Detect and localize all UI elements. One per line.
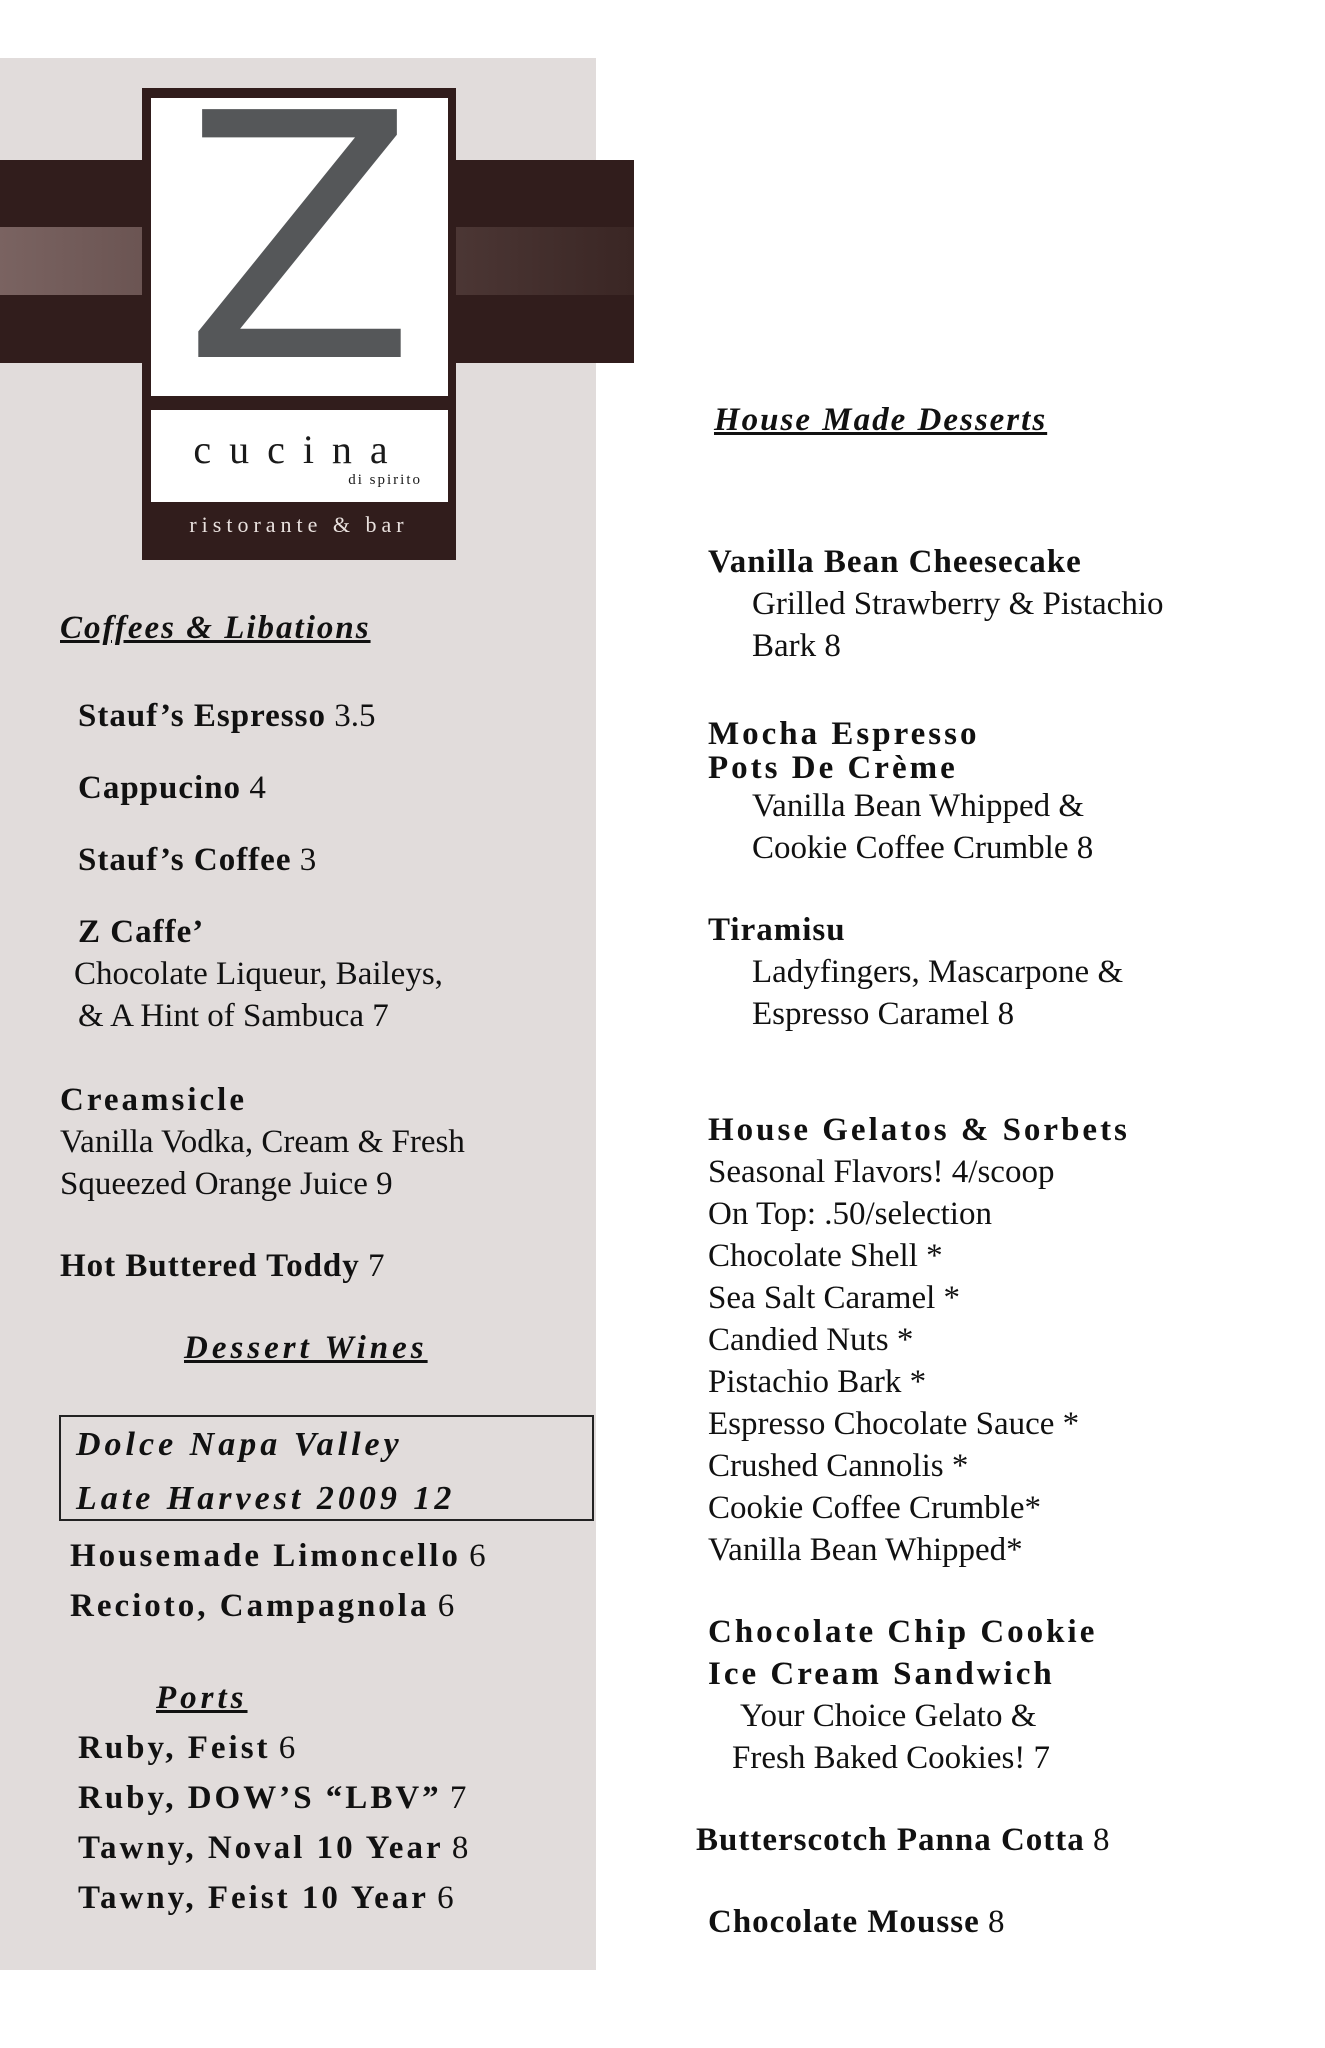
sandwich-name-1: Chocolate Chip Cookie (708, 1614, 1098, 1650)
creamsicle-name: Creamsicle (60, 1082, 247, 1118)
gelatos-line: Pistachio Bark * (708, 1364, 927, 1400)
item-name: Recioto, Campagnola (70, 1588, 430, 1624)
coffees-heading: Coffees & Libations (60, 610, 371, 646)
gelatos-line: Sea Salt Caramel * (708, 1280, 961, 1316)
port-item (78, 1782, 466, 1815)
sandwich-desc-1: Your Choice Gelato & (740, 1698, 1037, 1734)
gelatos-line: Seasonal Flavors! 4/scoop (708, 1154, 1055, 1190)
port-item (78, 1882, 454, 1915)
zcaffe-desc-2: & A Hint of Sambuca 7 (78, 998, 389, 1034)
gelatos-line: Espresso Chocolate Sauce * (708, 1406, 1080, 1442)
gelatos-line: On Top: .50/selection (708, 1196, 992, 1232)
item-price: 3.5 (334, 698, 376, 734)
mocha-desc-1: Vanilla Bean Whipped & (752, 788, 1085, 824)
gelatos-line: Cookie Coffee Crumble* (708, 1490, 1041, 1526)
logo-name-box (151, 410, 448, 502)
zcaffe-desc-1: Chocolate Liqueur, Baileys, (74, 956, 443, 992)
item-name: Cappucino (78, 770, 242, 806)
port-item (78, 1732, 295, 1765)
menu-item-cappucino (78, 772, 266, 805)
menu-item-toddy (60, 1250, 385, 1283)
dessert-wines-heading: Dessert Wines (184, 1330, 428, 1366)
item-price: 6 (437, 1880, 454, 1916)
logo-subtitle: di spirito (348, 472, 422, 488)
gelatos-name: House Gelatos & Sorbets (708, 1112, 1130, 1148)
item-price: 3 (299, 842, 317, 878)
item-price: 8 (451, 1830, 469, 1866)
mocha-desc-2: Cookie Coffee Crumble 8 (752, 830, 1094, 866)
featured-wine-line-2: Late Harvest 2009 12 (76, 1480, 456, 1517)
item-price: 6 (469, 1538, 486, 1574)
item-price: 6 (437, 1588, 455, 1624)
item-name: Hot Buttered Toddy (60, 1248, 360, 1284)
tiramisu-name: Tiramisu (708, 912, 846, 948)
zcaffe-name: Z Caffe’ (78, 914, 205, 950)
desserts-heading: House Made Desserts (714, 402, 1048, 438)
item-name: Ruby, DOW’S “LBV” (78, 1780, 442, 1816)
gelatos-line: Vanilla Bean Whipped* (708, 1532, 1023, 1568)
item-name: Housemade Limoncello (70, 1538, 461, 1574)
item-price: 7 (449, 1780, 467, 1816)
tiramisu-desc-1: Ladyfingers, Mascarpone & (752, 954, 1124, 990)
cheesecake-name: Vanilla Bean Cheesecake (708, 544, 1082, 580)
menu-item-panna-cotta (696, 1824, 1110, 1857)
cheesecake-desc-2: Bark 8 (752, 628, 841, 664)
item-name: Ruby, Feist (78, 1730, 271, 1766)
menu-item-coffee (78, 844, 316, 877)
creamsicle-desc-1: Vanilla Vodka, Cream & Fresh (60, 1124, 465, 1160)
mocha-name-1: Mocha Espresso (708, 716, 980, 752)
menu-item-recioto (70, 1590, 454, 1623)
sandwich-desc-2: Fresh Baked Cookies! 7 (732, 1740, 1051, 1776)
logo-letter: Z (183, 98, 416, 396)
menu-item-limoncello (70, 1540, 486, 1573)
logo-letter-box (151, 98, 448, 396)
menu-item-mousse (708, 1906, 1004, 1939)
item-name: Stauf’s Espresso (78, 698, 326, 734)
tiramisu-desc-2: Espresso Caramel 8 (752, 996, 1015, 1032)
item-price: 8 (1093, 1822, 1110, 1858)
item-name: Stauf’s Coffee (78, 842, 292, 878)
item-name: Tawny, Feist 10 Year (78, 1880, 429, 1916)
gelatos-line: Chocolate Shell * (708, 1238, 943, 1274)
menu-item-espresso (78, 700, 375, 733)
featured-wine-line-1: Dolce Napa Valley (76, 1426, 403, 1463)
item-price: 4 (249, 770, 266, 806)
item-price: 7 (368, 1248, 385, 1284)
gelatos-line: Crushed Cannolis * (708, 1448, 969, 1484)
logo-tagline: ristorante & bar (189, 512, 409, 537)
gelatos-line: Candied Nuts * (708, 1322, 914, 1358)
ports-heading: Ports (156, 1680, 248, 1716)
port-item (78, 1832, 468, 1865)
creamsicle-desc-2: Squeezed Orange Juice 9 (60, 1166, 393, 1202)
item-price: 8 (987, 1904, 1005, 1940)
item-price: 6 (278, 1730, 296, 1766)
item-name: Butterscotch Panna Cotta (696, 1822, 1085, 1858)
cheesecake-desc-1: Grilled Strawberry & Pistachio (752, 586, 1164, 622)
item-name: Tawny, Noval 10 Year (78, 1830, 444, 1866)
sandwich-name-2: Ice Cream Sandwich (708, 1656, 1055, 1692)
logo-name: cucina (193, 427, 406, 472)
item-name: Chocolate Mousse (708, 1904, 980, 1940)
mocha-name-2: Pots De Crème (708, 750, 958, 786)
